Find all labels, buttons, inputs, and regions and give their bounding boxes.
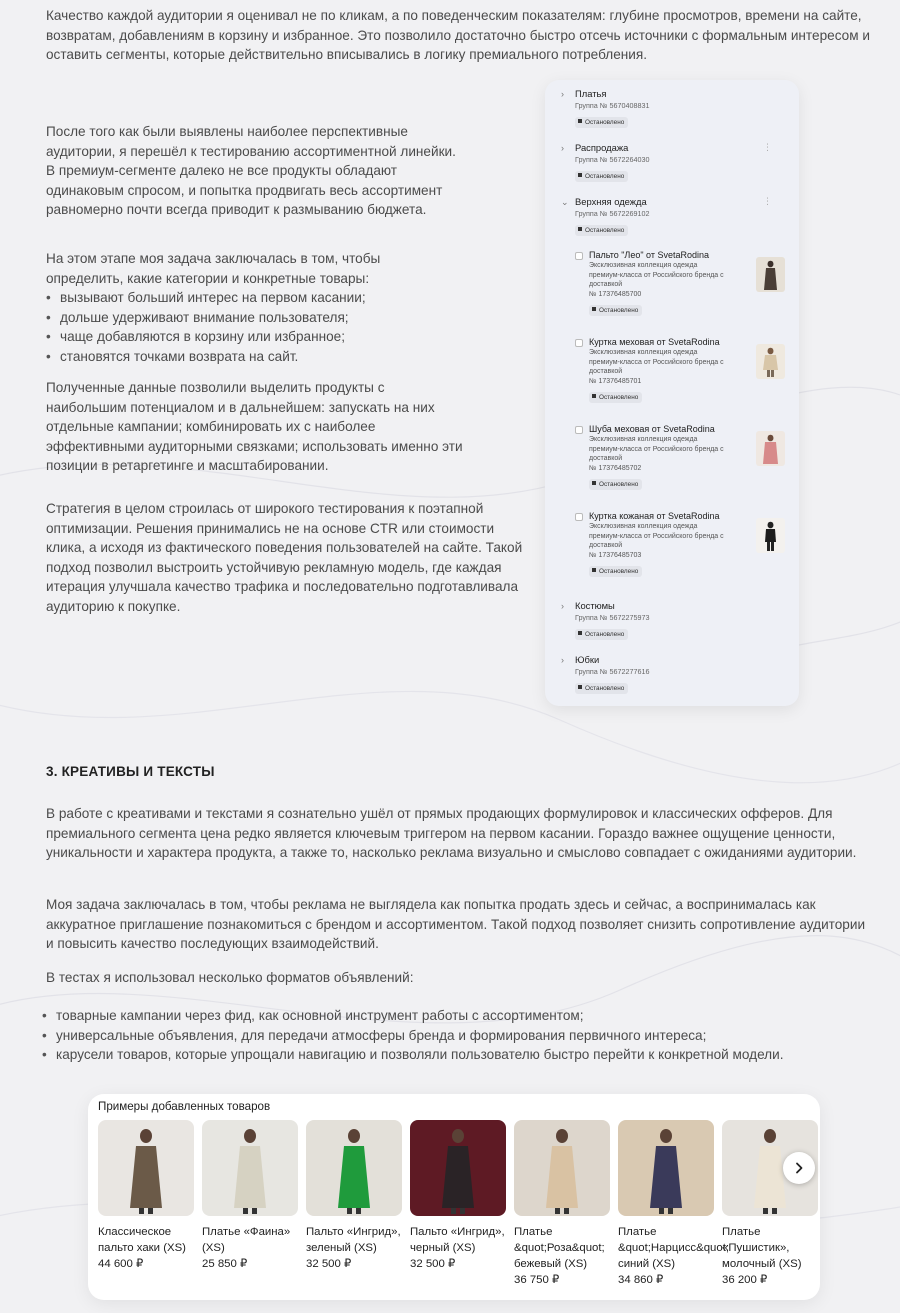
product-thumbnail bbox=[756, 431, 785, 466]
product-criteria-list bbox=[46, 288, 524, 366]
group-sale[interactable]: › ⋮ Распродажа Группа № 5672264030 Остановлено bbox=[561, 142, 772, 180]
checkbox[interactable] bbox=[575, 426, 583, 434]
status-badge: Остановлено bbox=[589, 305, 642, 316]
campaign-groups-panel bbox=[545, 80, 799, 706]
ad-item[interactable]: Пальто "Лео" от SvetaRodina Эксклюзивная коллекция одежда премиум-класса от Российского бренда с доставкой № 17376485700 Остановлено bbox=[575, 250, 785, 317]
product-image bbox=[98, 1120, 194, 1216]
ad-formats-list bbox=[42, 1006, 872, 1065]
product-card[interactable] bbox=[514, 1120, 610, 1288]
product-thumbnail bbox=[756, 344, 785, 379]
list-item: • карусели товаров, которые упрощали навигацию и позволяли пользователю быстро перейти к конкретной модели. bbox=[42, 1045, 872, 1065]
ad-item[interactable]: Куртка кожаная от SvetaRodina Эксклюзивная коллекция одежда премиум-класса от Российского бренда с доставкой № 17376485703 Остановлено bbox=[575, 511, 785, 578]
group-suits[interactable]: › Костюмы Группа № 5672275973 Остановлено bbox=[561, 600, 650, 638]
product-name: Платье &quot;Нарцисс&quot; синий (XS) bbox=[618, 1226, 730, 1270]
products-carousel bbox=[88, 1094, 820, 1300]
checkbox[interactable] bbox=[575, 339, 583, 347]
next-button[interactable] bbox=[783, 1152, 815, 1184]
ad-item[interactable]: Шуба меховая от SvetaRodina Эксклюзивная коллекция одежда премиум-класса от Российского бренда с доставкой № 17376485702 Остановлено bbox=[575, 424, 785, 491]
strategy-paragraph: Стратегия в целом строилась от широкого тестирования к поэтапной оптимизации. Решения принимались не на основе CTR или стоимости клика, а исходя из фактического поведения пользователей на сайте. Такой подход позволил выстроить устойчивую рекламную модель, где каждая итерация улучшала качество трафика и последовательно подготавливала аудиторию к покупке. bbox=[46, 501, 523, 614]
product-name: Классическое пальто хаки (XS) bbox=[98, 1226, 186, 1254]
chevron-right-icon: › bbox=[561, 601, 564, 611]
status-badge: Остановлено bbox=[589, 392, 642, 403]
list-item: • чаще добавляются в корзину или избранное; bbox=[46, 327, 524, 347]
goal-paragraph: Моя задача заключалась в том, чтобы реклама не выглядела как попытка продать здесь и сейчас, а воспринималась как аккуратное приглашение познакомиться с брендом и ассортиментом. Такой подход позволяет снизить сопротивление аудитории и повысить качество последующих взаимодействий. bbox=[46, 897, 866, 951]
product-image bbox=[514, 1120, 610, 1216]
group-outerwear[interactable]: ⌄ ⋮ Верхняя одежда Группа № 5672269102 Остановлено bbox=[561, 196, 772, 234]
intro-paragraph: Качество каждой аудитории я оценивал не по кликам, а по поведенческим показателям: глубине просмотров, времени на сайте, возвратам, добавлениям в корзину и избранное. Это позволило достаточно быстро отсечь источники с формальным интересом и оставить сегменты, которые действительно вписывались в логику премиального потребления. bbox=[46, 8, 870, 62]
assortment-paragraph: После того как были выявлены наиболее перспективные аудитории, я перешёл к тестированию ассортиментной линейки. В премиум-сегменте далеко не все продукты обладают одинаковым спросом, и попытка продвигать весь ассортимент равномерно почти всегда приводит к размыванию бюджета. bbox=[46, 124, 456, 217]
formats-intro: В тестах я использовал несколько форматов объявлений: bbox=[46, 970, 414, 985]
status-badge: Остановлено bbox=[575, 629, 628, 640]
results-paragraph: Полученные данные позволили выделить продукты с наибольшим потенциалом и в дальнейшем: запускать на них отдельные кампании; комбинировать их с наиболее эффективными аудиторными связками; использовать именно эти позиции в ретаргетинге и масштабировании. bbox=[46, 380, 463, 473]
more-icon[interactable]: ⋮ bbox=[763, 142, 772, 152]
status-badge: Остановлено bbox=[589, 566, 642, 577]
task-paragraph: На этом этапе моя задача заключалась в том, чтобы определить, какие категории и конкретные товары: bbox=[46, 251, 381, 286]
more-icon[interactable]: ⋮ bbox=[763, 196, 772, 206]
list-item: • дольше удерживают внимание пользователя; bbox=[46, 308, 524, 328]
chevron-right-icon bbox=[793, 1162, 805, 1174]
status-badge: Остановлено bbox=[575, 117, 628, 128]
product-card[interactable] bbox=[410, 1120, 506, 1272]
product-card[interactable] bbox=[98, 1120, 194, 1272]
chevron-right-icon: › bbox=[561, 89, 564, 99]
product-thumbnail bbox=[756, 518, 785, 553]
product-image bbox=[618, 1120, 714, 1216]
group-dresses[interactable]: › Платья Группа № 5670408831 Остановлено bbox=[561, 88, 650, 126]
chevron-right-icon: › bbox=[561, 655, 564, 665]
product-thumbnail bbox=[756, 257, 785, 292]
carousel-title: Примеры добавленных товаров bbox=[98, 1100, 271, 1113]
list-item: • товарные кампании через фид, как основной инструмент работы с ассортиментом; bbox=[42, 1006, 872, 1026]
product-card[interactable] bbox=[306, 1120, 402, 1272]
list-item: • становятся точками возврата на сайт. bbox=[46, 347, 524, 367]
chevron-right-icon: › bbox=[561, 143, 564, 153]
list-item: • вызывают больший интерес на первом касании; bbox=[46, 288, 524, 308]
status-badge: Остановлено bbox=[575, 683, 628, 694]
status-badge: Остановлено bbox=[575, 171, 628, 182]
status-badge: Остановлено bbox=[589, 479, 642, 490]
product-name: Пальто «Ингрид», зеленый (XS) bbox=[306, 1226, 401, 1254]
checkbox[interactable] bbox=[575, 252, 583, 260]
product-price: 36 200 ₽ bbox=[722, 1274, 768, 1286]
product-name: Платье &quot;Роза&quot; бежевый (XS) bbox=[514, 1226, 605, 1270]
product-image bbox=[202, 1120, 298, 1216]
product-name: Платье «Фаина» (XS) bbox=[202, 1226, 291, 1254]
chevron-down-icon: ⌄ bbox=[561, 197, 569, 207]
group-skirts[interactable]: › Юбки Группа № 5672277616 Остановлено bbox=[561, 654, 650, 692]
creatives-paragraph: В работе с креативами и текстами я сознательно ушёл от прямых продающих формулировок и классических офферов. Для премиального сегмента цена редко является ключевым триггером на первом касании. Гораздо важнее ощущение ценности, уникальности и характера продукта, а также то, насколько реклама визуально и смыслово совпадает с ожиданиями аудитории. bbox=[46, 806, 857, 860]
product-price: 32 500 ₽ bbox=[410, 1258, 456, 1270]
product-image bbox=[410, 1120, 506, 1216]
product-price: 25 850 ₽ bbox=[202, 1258, 248, 1270]
product-price: 32 500 ₽ bbox=[306, 1258, 352, 1270]
product-price: 36 750 ₽ bbox=[514, 1274, 560, 1286]
checkbox[interactable] bbox=[575, 513, 583, 521]
product-card[interactable] bbox=[722, 1120, 818, 1288]
section-heading: 3. КРЕАТИВЫ И ТЕКСТЫ bbox=[46, 764, 215, 779]
product-price: 44 600 ₽ bbox=[98, 1258, 144, 1270]
product-name: Пальто «Ингрид», черный (XS) bbox=[410, 1226, 505, 1254]
status-badge: Остановлено bbox=[575, 225, 628, 236]
product-name: Платье «Пушистик», молочный (XS) bbox=[722, 1226, 802, 1270]
product-price: 34 860 ₽ bbox=[618, 1274, 664, 1286]
product-image bbox=[306, 1120, 402, 1216]
list-item: • универсальные объявления, для передачи атмосферы бренда и формирования первичного интереса; bbox=[42, 1026, 872, 1046]
product-card[interactable] bbox=[202, 1120, 298, 1272]
ad-item[interactable]: Куртка меховая от SvetaRodina Эксклюзивная коллекция одежда премиум-класса от Российского бренда с доставкой № 17376485701 Остановлено bbox=[575, 337, 785, 404]
product-card[interactable] bbox=[618, 1120, 730, 1288]
